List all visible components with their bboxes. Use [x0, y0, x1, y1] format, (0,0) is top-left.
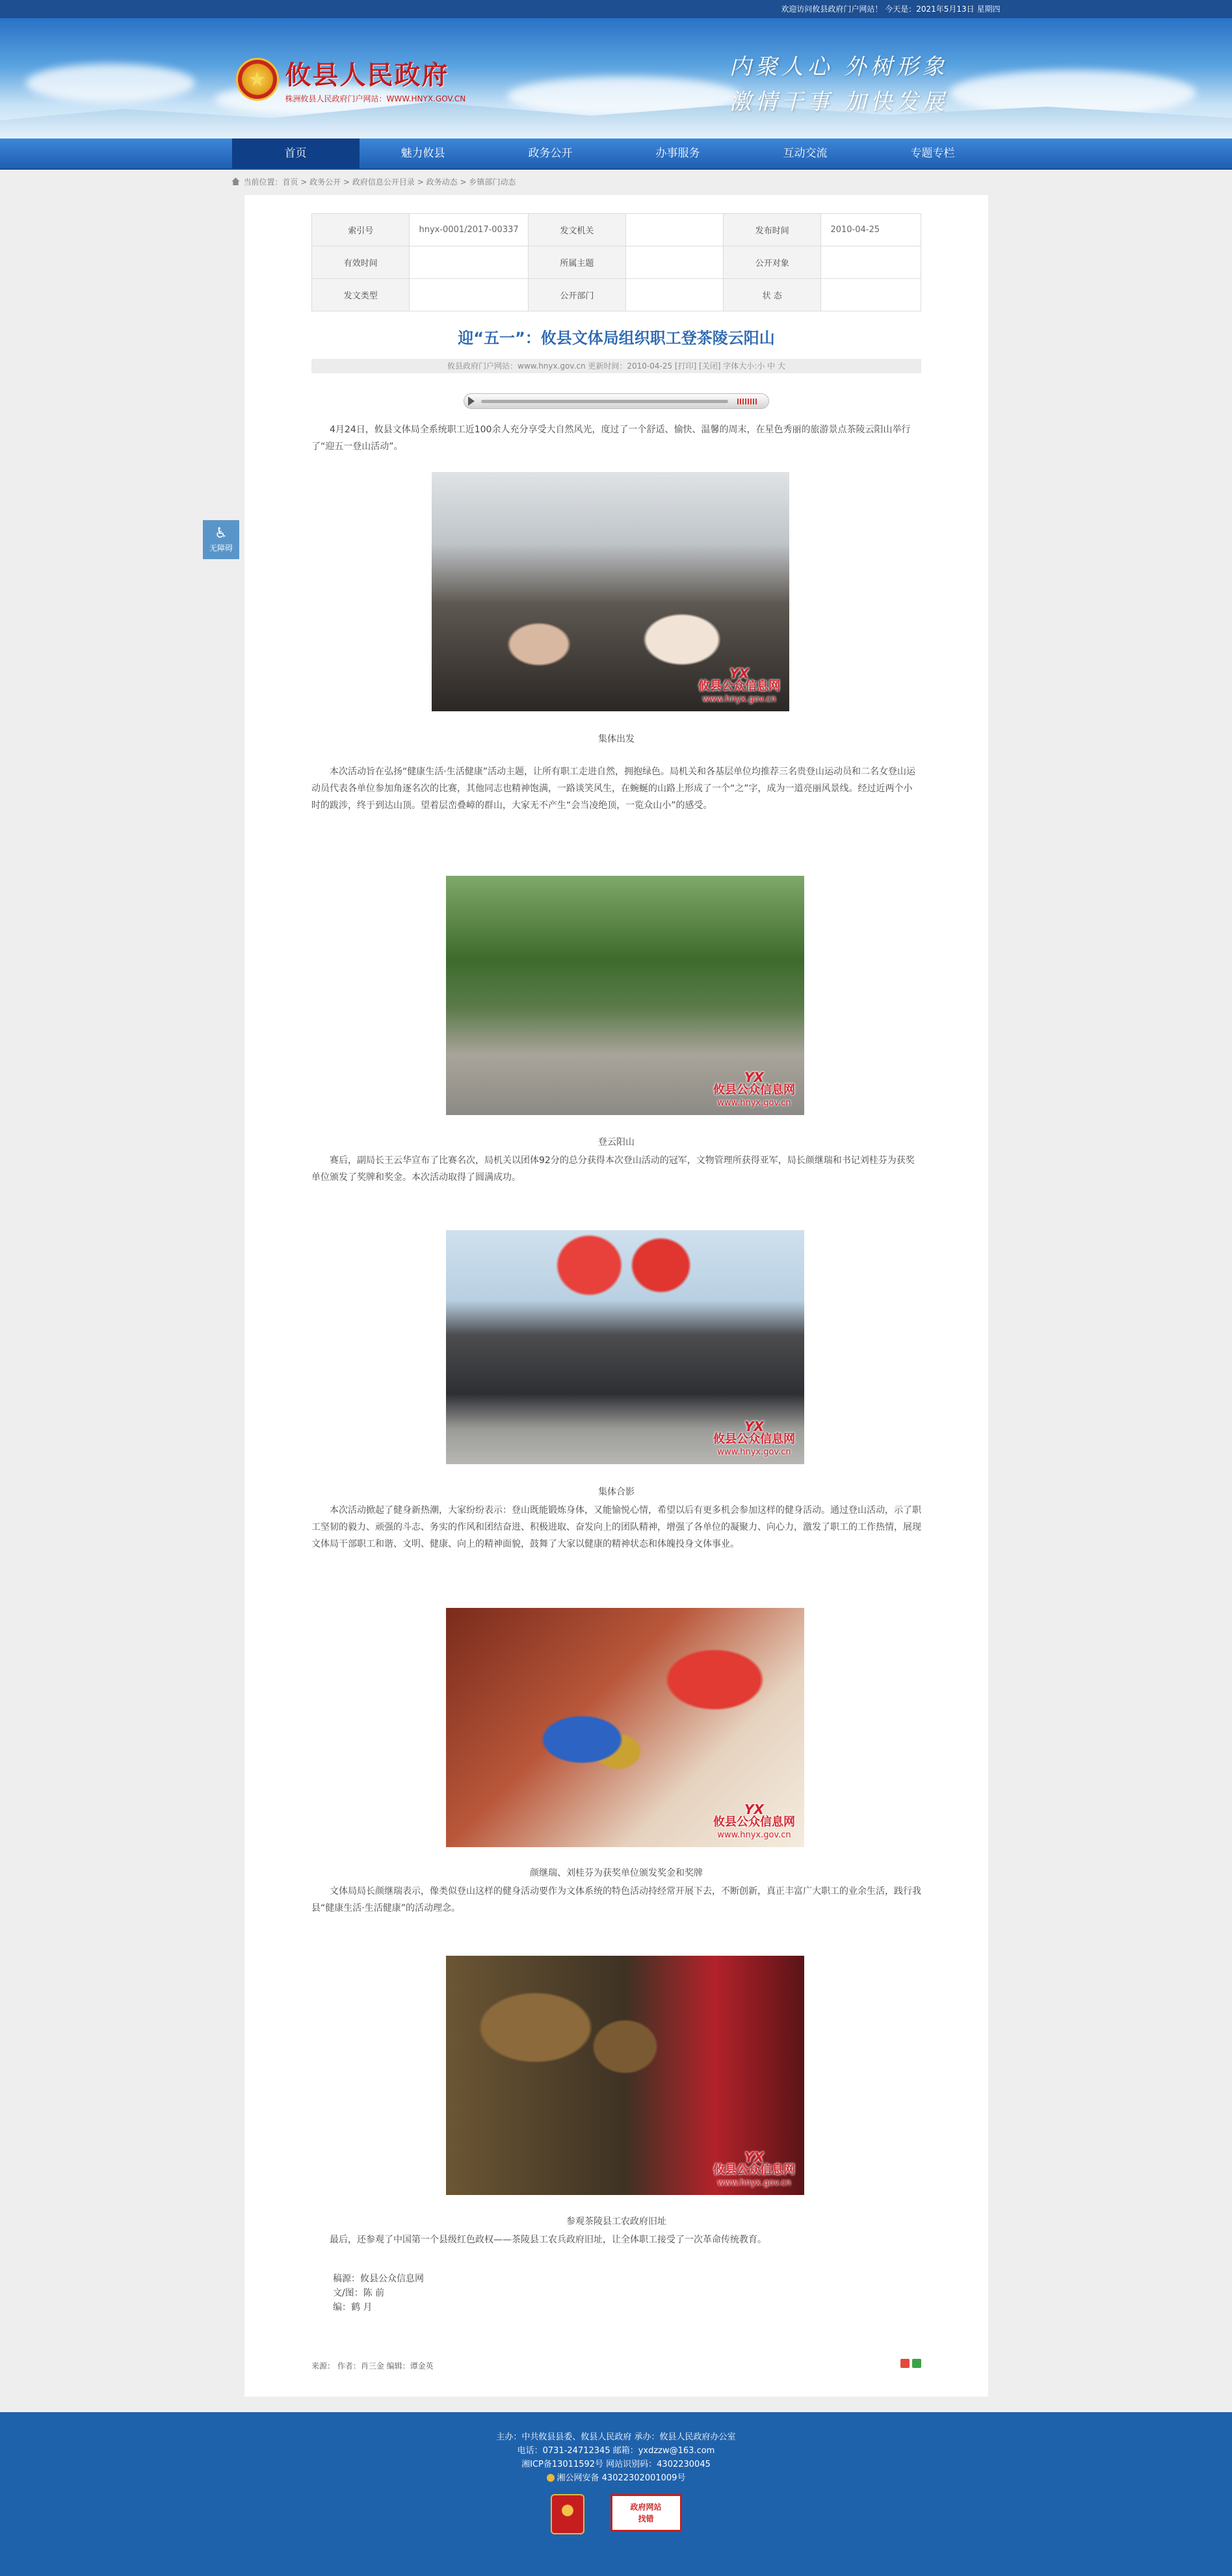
nav-services[interactable]: 办事服务: [655, 147, 700, 160]
site-url: 株洲攸县人民政府门户网站：WWW.HNYX.GOV.CN: [285, 94, 466, 103]
article-paragraph: 最后，还参观了中国第一个县级红色政权——茶陵县工农兵政府旧址，让全体职工接受了一次革命传统教育。: [330, 2235, 767, 2245]
accessibility-button[interactable]: [203, 520, 239, 559]
top-bar: [0, 0, 1232, 18]
breadcrumb-home[interactable]: 首页: [282, 177, 298, 187]
footer-sponsor: 主办：中共攸县县委、攸县人民政府 承办：攸县人民政府办公室: [496, 2432, 736, 2442]
table-row: 发文类型 公开部门 状 态: [312, 279, 921, 311]
breadcrumb-dept-news[interactable]: 乡镇部门动态: [469, 177, 516, 187]
slogan: [729, 49, 949, 120]
source-bar: [311, 2360, 921, 2371]
slogan-line-2: 激情干事 加快发展: [729, 89, 949, 115]
article-paragraph: 本次活动旨在弘扬“健康生活·生活健康”活动主题，让所有职工走进自然，拥抱绿色。局机关和各基层单位均推荐三名贵登山运动员和二名女登山运动员代表各单位参加角逐名次的比赛，其他同志也精神饱满，一路谈笑风生，在蜿蜒的山路上形成了一个“之”字，成为一道亮丽风景线。经过近两个小时的跋涉，终于到达山顶。望着层峦叠嶂的群山，大家无不产生“会当凌绝顶，一览众山小”的感受。: [311, 767, 915, 811]
photo-caption: 颜继瑞、刘桂芬为获奖单位颁发奖金和奖牌: [530, 1868, 703, 1878]
audio-player: [464, 393, 769, 409]
article-paragraph: 4月24日，攸县文体局全系统职工近100余人充分享受大自然风光，度过了一个舒适、愉快、温馨的周末，在星色秀丽的旅游景点茶陵云阳山举行了“迎五一登山活动”。: [311, 425, 911, 452]
footer-police-record[interactable]: 湘公网安备 43022302001009号: [0, 2471, 1232, 2485]
wechat-share-icon[interactable]: [912, 2359, 921, 2368]
article-photo: [446, 876, 804, 1115]
national-emblem-icon: ★: [236, 58, 279, 101]
footer-contact: 电话：0731-24712345 邮箱：yxdzzw@163.com: [517, 2446, 715, 2456]
nav-topics[interactable]: 专题专栏: [910, 147, 955, 160]
play-icon[interactable]: [468, 397, 475, 406]
article-paragraph: 赛后，副局长王云华宣布了比赛名次，局机关以团体92分的总分获得本次登山活动的冠军，文物管理所获得亚军，局长颜继瑞和书记刘桂芬为获奖单位颁发了奖牌和奖金。本次活动取得了圆满成功。: [311, 1155, 915, 1183]
article-photo: [446, 1608, 804, 1847]
audio-progress-track[interactable]: [481, 400, 728, 403]
article-paragraph: 本次活动掀起了健身新热潮，大家纷纷表示：登山既能锻炼身体，又能愉悦心情，希望以后有更多机会参加这样的健身活动。通过登山活动，示了职工坚韧的毅力、顽强的斗志、务实的作风和团结奋进、积极进取、奋发向上的团队精神，增强了各单位的凝聚力、向心力，激发了职工的工作热情，展现文体局干部职工和谐、文明、健康、向上的精神面貌，鼓舞了大家以健康的精神状态和体魄投身文体事业。: [311, 1505, 921, 1549]
watermark: YX 攸县公众信息网 www.hnyx.gov.cn: [713, 1419, 795, 1457]
photo-caption: 集体合影: [598, 1487, 635, 1497]
nav-home[interactable]: 首页: [232, 138, 360, 168]
signature-source: 稿源：攸县公众信息网: [333, 2274, 424, 2284]
site-name: 攸县人民政府: [285, 60, 449, 90]
source-author-editor: 来源： 作者：肖三金 编辑：谭金英: [311, 2361, 434, 2371]
share-icons: [898, 2359, 921, 2370]
signature-author: 文/图：陈 前: [333, 2288, 385, 2298]
nav-interaction[interactable]: 互动交流: [783, 147, 828, 160]
footer-icp[interactable]: 湘ICP备13011592号 网站识别码：4302230045: [521, 2460, 711, 2469]
watermark: YX 攸县公众信息网 www.hnyx.gov.cn: [713, 2149, 795, 2188]
article-card: [244, 195, 988, 2397]
volume-icon[interactable]: [737, 399, 757, 404]
watermark: YX 攸县公众信息网 www.hnyx.gov.cn: [713, 1802, 795, 1840]
accessibility-label: 无障碍: [209, 544, 233, 553]
site-logo[interactable]: [236, 55, 466, 104]
slogan-line-1: 内聚人心 外树形象: [729, 54, 949, 80]
welcome-text: 欢迎访问攸县政府门户网站！ 今天是：2021年5月13日 星期四: [781, 5, 1001, 14]
breadcrumb-prefix: 当前位置：: [243, 177, 283, 187]
wheelchair-icon: ♿: [215, 525, 228, 542]
home-icon: [232, 177, 240, 185]
article-signature: [333, 2272, 424, 2315]
nav-gov-affairs[interactable]: 政务公开: [528, 147, 573, 160]
watermark: YX 攸县公众信息网 www.hnyx.gov.cn: [698, 666, 780, 704]
police-badge-icon: [547, 2474, 555, 2482]
photo-caption: 登云阳山: [598, 1137, 635, 1148]
table-row: 有效时间 所属主题 公开对象: [312, 246, 921, 279]
signature-editor: 编：鹤 月: [333, 2302, 373, 2313]
breadcrumb-news[interactable]: 政务动态: [426, 177, 458, 187]
site-banner: [0, 18, 1232, 138]
table-row: 索引号 hnyx-0001/2017-00337 发文机关 发布时间 2010-04-25: [312, 214, 921, 246]
site-footer: [0, 2412, 1232, 2576]
watermark: YX 攸县公众信息网 www.hnyx.gov.cn: [713, 1070, 795, 1108]
article-paragraph: 文体局局长颜继瑞表示，像类似登山这样的健身活动要作为文体系统的特色活动持经常开展下去，不断创新，真正丰富广大职工的业余生活，践行我县“健康生活·生活健康”的活动理念。: [311, 1886, 921, 1913]
nav-charm-youxian[interactable]: 魅力攸县: [400, 147, 445, 160]
article-photo: [432, 472, 789, 711]
article-subline[interactable]: 攸县政府门户网站：www.hnyx.gov.cn 更新时间：2010-04-25 [打印] [关闭] 字体大小:小 中 大: [311, 359, 921, 373]
party-org-badge[interactable]: [551, 2494, 584, 2534]
main-nav: [0, 138, 1232, 170]
photo-caption: 集体出发: [598, 734, 635, 744]
article-photo: [446, 1230, 804, 1464]
breadcrumb-gov-affairs[interactable]: 政务公开: [309, 177, 341, 187]
photo-caption: 参观茶陵县工农政府旧址: [566, 2216, 666, 2227]
article-title: 迎“五一”：攸县文体局组织职工登茶陵云阳山: [458, 329, 775, 347]
gov-site-error-report-button[interactable]: 政府网站 找错: [610, 2494, 682, 2532]
breadcrumb: 当前位置：首页 > 政务公开 > 政府信息公开目录 > 政务动态 > 乡镇部门动态: [232, 170, 1001, 194]
info-table: [311, 213, 921, 311]
weibo-share-icon[interactable]: [900, 2359, 910, 2368]
article-photo: [446, 1956, 804, 2195]
breadcrumb-catalog[interactable]: 政府信息公开目录: [352, 177, 415, 187]
